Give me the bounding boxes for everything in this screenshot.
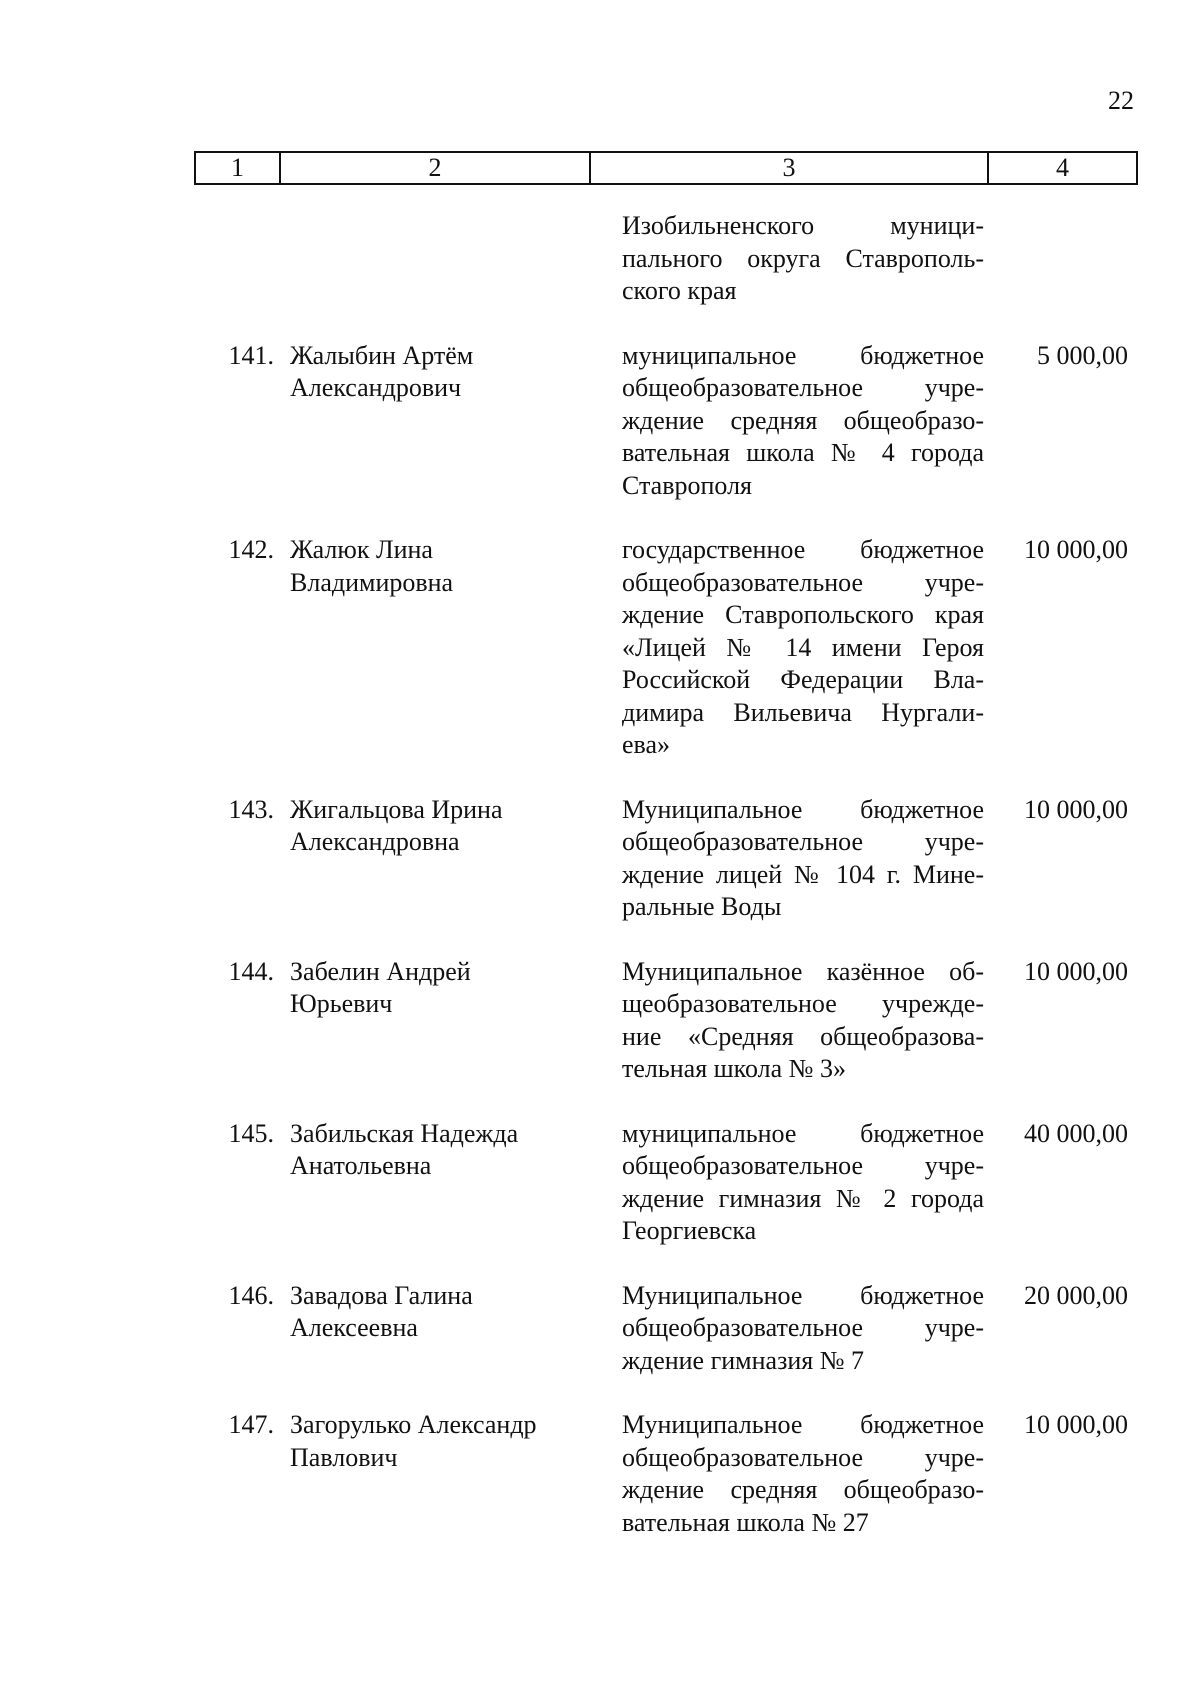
recipient-name xyxy=(290,1280,580,1345)
recipient-name-line: Алексеевна xyxy=(290,1313,418,1342)
organization xyxy=(622,794,984,924)
row-number: 147. xyxy=(228,1410,274,1439)
column-header-1: 1 xyxy=(195,152,280,184)
organization-line: Ставрополя xyxy=(622,470,752,500)
organization xyxy=(622,340,984,503)
organization-line: общеобразовательное учре- xyxy=(622,1442,984,1472)
organization-line: Муниципальное казённое об- xyxy=(622,956,984,986)
row-number: 145. xyxy=(228,1118,274,1148)
amount: 10 000,00 xyxy=(1024,794,1128,824)
recipient-name-line: Загорулько Александр xyxy=(290,1410,537,1439)
organization-line: тельная школа № 3» xyxy=(622,1054,846,1083)
recipient-name-line: Юрьевич xyxy=(290,989,393,1018)
organization-line: ждение лицей № 104 г. Мине- xyxy=(622,859,984,889)
organization-line: общеобразовательное учре- xyxy=(622,1313,984,1342)
recipient-name-line: Владимировна xyxy=(290,567,454,597)
organization xyxy=(622,1118,984,1248)
organization-line: пального округа Ставрополь- xyxy=(622,243,984,273)
organization-line: Муниципальное бюджетное xyxy=(622,1280,984,1310)
organization-line: Изобильненского муници- xyxy=(622,211,984,240)
table-row xyxy=(194,956,1136,1086)
organization-line: общеобразовательное учре- xyxy=(622,1151,984,1180)
recipient-name-line: Александровна xyxy=(290,827,460,856)
organization-line: ние «Средняя общеобразова- xyxy=(622,1021,984,1051)
recipient-name-line: Анатольевна xyxy=(290,1151,432,1180)
organization-line: муниципальное бюджетное xyxy=(622,1118,984,1148)
organization-line: ского края xyxy=(622,276,737,305)
column-header-4: 4 xyxy=(988,152,1137,184)
recipient-name xyxy=(290,1409,580,1474)
organization-line: муниципальное бюджетное xyxy=(622,340,984,370)
organization-line: вательная школа № 4 города xyxy=(622,438,984,467)
organization-line: ральные Воды xyxy=(622,892,782,921)
organization-line: общеобразовательное учре- xyxy=(622,373,984,402)
organization-line: общеобразовательное учре- xyxy=(622,827,984,856)
organization-line: Российской Федерации Вла- xyxy=(622,665,984,694)
table-row xyxy=(194,340,1136,503)
recipient-name xyxy=(290,794,580,859)
row-number: 142. xyxy=(228,535,274,564)
organization-line: «Лицей № 14 имени Героя xyxy=(622,632,984,662)
row-number: 146. xyxy=(228,1280,274,1310)
recipient-name-line: Павлович xyxy=(290,1442,398,1472)
page-number: 22 xyxy=(1108,86,1134,115)
organization-line: ева» xyxy=(622,730,671,759)
continuation-row xyxy=(194,210,1136,308)
organization-line: ждение гимназия № 7 xyxy=(622,1345,865,1375)
organization xyxy=(622,956,984,1086)
organization-line: государственное бюджетное xyxy=(622,535,984,564)
recipient-name-line: Забелин Андрей xyxy=(290,956,471,986)
column-header-3: 3 xyxy=(590,152,988,184)
amount: 10 000,00 xyxy=(1024,956,1128,986)
amount: 5 000,00 xyxy=(1037,340,1128,370)
table-row xyxy=(194,794,1136,924)
row-number: 141. xyxy=(228,340,274,370)
table-row xyxy=(194,534,1136,762)
organization-line: ждение гимназия № 2 города xyxy=(622,1183,984,1213)
amount: 10 000,00 xyxy=(1024,535,1128,564)
organization-line: щеобразовательное учрежде- xyxy=(622,989,984,1018)
continuation-organization xyxy=(622,210,984,308)
organization-line: Георгиевска xyxy=(622,1216,757,1245)
column-header-table xyxy=(194,151,1138,185)
organization xyxy=(622,1409,984,1539)
table-row xyxy=(194,1409,1136,1539)
document-body xyxy=(194,210,1136,1571)
column-header-2: 2 xyxy=(280,152,590,184)
organization xyxy=(622,534,984,762)
amount: 10 000,00 xyxy=(1024,1410,1128,1439)
organization-line: ждение средняя общеобразо- xyxy=(622,1475,984,1504)
recipient-name-line: Александрович xyxy=(290,373,462,402)
recipient-name xyxy=(290,340,580,405)
row-number: 143. xyxy=(228,794,274,824)
organization-line: общеобразовательное учре- xyxy=(622,567,984,597)
table-row xyxy=(194,1118,1136,1248)
amount: 20 000,00 xyxy=(1024,1280,1128,1310)
organization-line: ждение Ставропольского края xyxy=(622,600,984,629)
recipient-name xyxy=(290,1118,580,1183)
recipient-name-line: Жигальцова Ирина xyxy=(290,794,503,824)
row-number: 144. xyxy=(228,956,274,986)
recipient-name-line: Завадова Галина xyxy=(290,1280,473,1310)
recipient-name-line: Жалыбин Артём xyxy=(290,340,474,370)
recipient-name-line: Жалюк Лина xyxy=(290,535,433,564)
organization-line: Муниципальное бюджетное xyxy=(622,1410,984,1439)
organization-line: ждение средняя общеобразо- xyxy=(622,405,984,435)
organization xyxy=(622,1280,984,1378)
recipient-name xyxy=(290,956,580,1021)
organization-line: димира Вильевича Нургали- xyxy=(622,697,984,727)
amount: 40 000,00 xyxy=(1024,1118,1128,1148)
recipient-name xyxy=(290,534,580,599)
recipient-name-line: Забильская Надежда xyxy=(290,1118,519,1148)
organization-line: вательная школа № 27 xyxy=(622,1507,869,1537)
table-row xyxy=(194,1280,1136,1378)
organization-line: Муниципальное бюджетное xyxy=(622,794,984,824)
